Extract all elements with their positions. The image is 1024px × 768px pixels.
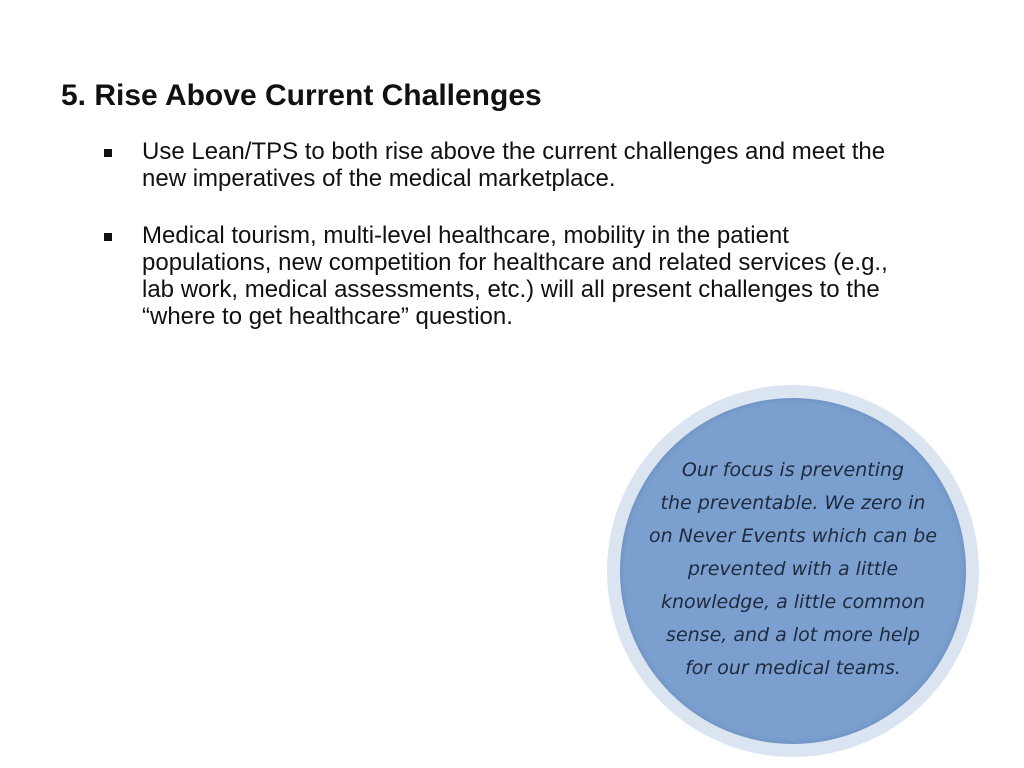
bullet-text: Medical tourism, multi-level healthcare, mobility in the patient populations, new competition for healthcare and related services (e.g., lab work, medical assessments, etc.) will all present challenges to the “where to get healthcare” question. bbox=[142, 222, 888, 330]
bullet-item bbox=[104, 138, 894, 192]
square-bullet-icon bbox=[104, 149, 112, 157]
square-bullet-icon bbox=[104, 233, 112, 241]
bullet-text: Use Lean/TPS to both rise above the current challenges and meet the new imperatives of the medical marketplace. bbox=[142, 138, 886, 192]
slide-title: 5. Rise Above Current Challenges bbox=[61, 79, 542, 112]
bullet-list bbox=[104, 138, 894, 360]
bullet-item bbox=[104, 222, 894, 330]
callout-quote-text: Our focus is preventing the preventable. We zero in on Never Events which can be prevented with a little knowledge, a little common sense, and a lot more help for our medical teams. bbox=[648, 459, 938, 679]
